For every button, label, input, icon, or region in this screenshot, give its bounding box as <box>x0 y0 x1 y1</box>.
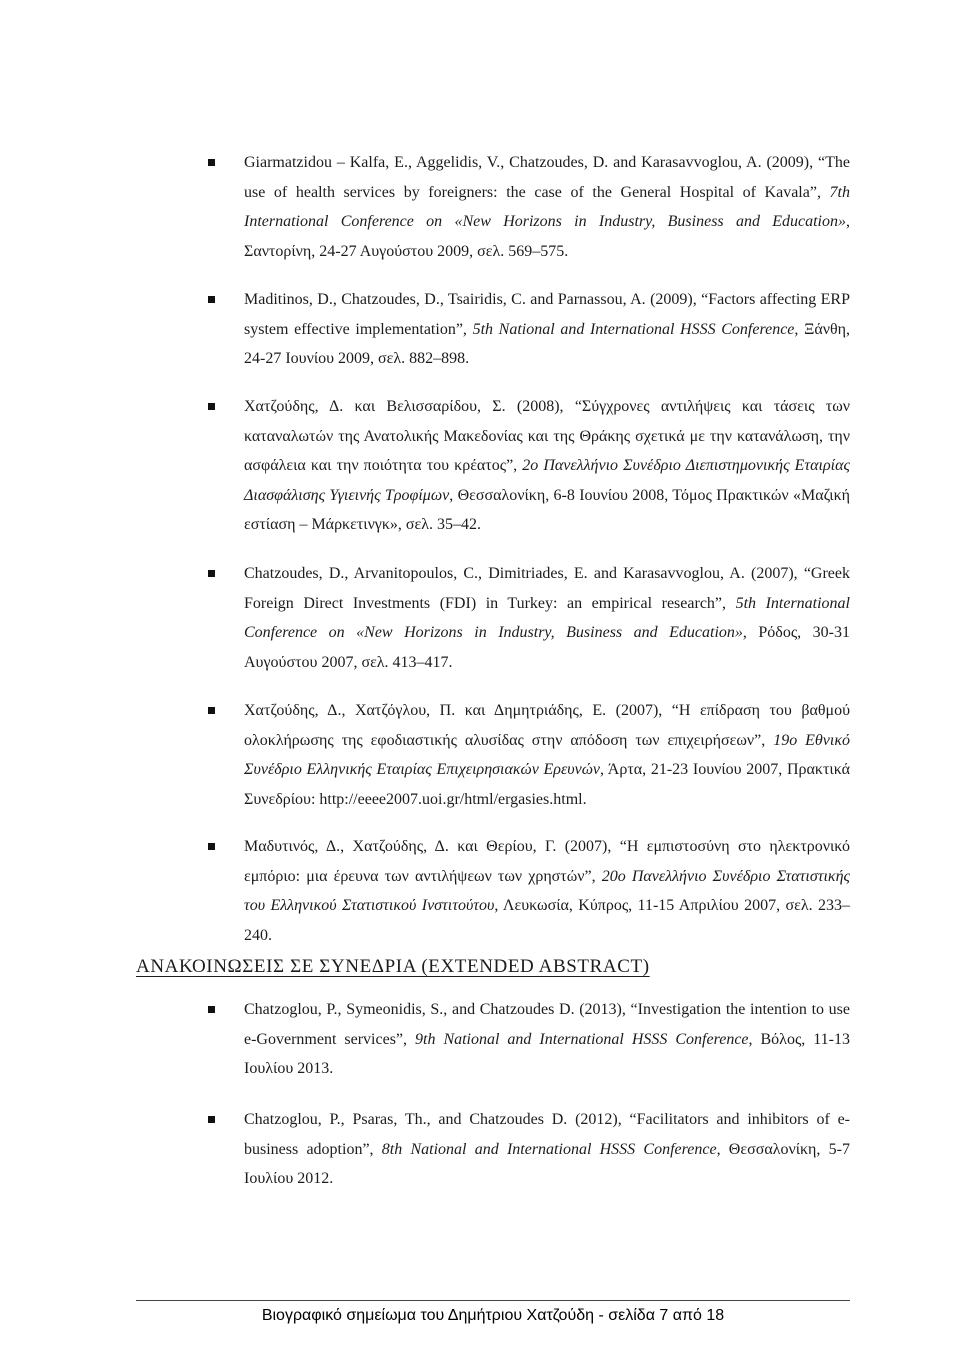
conference-name: 9th National and International HSSS Conference <box>415 1030 749 1048</box>
footer-divider <box>136 1300 850 1301</box>
reference-details: , Θεσσαλονίκη, 6-8 Ιουνίου 2008, Τόμος Πρακτικών «Μαζική εστίαση – Μάρκετινγκ», σελ. 35–42. <box>244 486 850 533</box>
conference-name: 8th National and International HSSS Conference <box>381 1140 717 1158</box>
reference-details: , Θεσσαλονίκη, 5-7 Ιουλίου 2012. <box>244 1140 850 1187</box>
bullet-icon <box>208 1006 215 1013</box>
conference-name: 7th International Conference on «New Horizons in Industry, Business and Education» <box>244 183 850 230</box>
bullet-icon <box>208 570 215 577</box>
bullet-icon <box>208 1116 215 1123</box>
reference-text: Chatzoudes, D., Arvanitopoulos, C., Dimitriades, E. and Karasavvoglou, A. (2007), “Greek Foreign Direct Investments (FDI) in Turkey: an empirical research”, <box>244 565 850 612</box>
conference-name: 19o Εθνικό Συνέδριο Ελληνικής Εταιρίας Επιχειρησιακών Ερευνών <box>244 731 851 778</box>
conference-name: 5th National and International HSSS Conference <box>472 320 795 338</box>
bullet-icon <box>208 296 215 303</box>
bullet-icon <box>208 403 215 410</box>
reference-text: Chatzoglou, P., Psaras, Th., and Chatzoudes D. (2012), “Facilitators and inhibitors of e-business adoption”, <box>244 1111 850 1158</box>
reference-item <box>244 1105 850 1194</box>
bullet-icon <box>208 707 215 714</box>
reference-item <box>244 995 850 1084</box>
reference-text: Chatzoglou, P., Symeonidis, S., and Chatzoudes D. (2013), “Investigation the intention to use e-Government services”, <box>244 1001 850 1048</box>
conference-name: 5th International Conference on «New Horizons in Industry, Business and Education» <box>244 594 851 641</box>
reference-item <box>244 832 850 950</box>
reference-text: Maditinos, D., Chatzoudes, D., Tsairidis, C. and Parnassou, A. (2009), “Factors affecting ERP system effective implementation”, <box>244 291 850 338</box>
reference-details: , Βόλος, 11-13 Ιουλίου 2013. <box>244 1030 850 1077</box>
reference-text: Μαδυτινός, Δ., Χατζούδης, Δ. και Θερίου, Γ. (2007), “Η εμπιστοσύνη στο ηλεκτρονικό εμπόριο: μια έρευνα των αντιλήψεων των χρηστών”, <box>244 838 850 885</box>
page-footer: Βιογραφικό σημείωμα του Δημήτριου Χατζούδη - σελίδα 7 από 18 <box>261 1307 725 1324</box>
reference-details: , Λευκωσία, Κύπρος, 11-15 Απριλίου 2007, σελ. 233–240. <box>244 897 851 944</box>
reference-text: Giarmatzidou – Kalfa, E., Aggelidis, V., Chatzoudes, D. and Karasavvoglou, A. (2009), “The use of health services by foreigners: the case of the General Hospital of Kavala”, <box>244 154 850 201</box>
reference-text: Χατζούδης, Δ., Χατζόγλου, Π. και Δημητριάδης, Ε. (2007), “Η επίδραση του βαθμού ολοκλήρωσης της εφοδιαστικής αλυσίδας στην απόδοση των επιχειρήσεων”, <box>244 702 850 749</box>
reference-item <box>244 392 850 540</box>
reference-item <box>244 285 850 374</box>
reference-details: , Σαντορίνη, 24-27 Αυγούστου 2009, σελ. 569–575. <box>244 213 850 260</box>
bullet-icon <box>208 843 215 850</box>
reference-details: , Ρόδος, 30-31 Αυγούστου 2007, σελ. 413–417. <box>244 624 850 671</box>
bullet-icon <box>208 159 215 166</box>
reference-item <box>244 696 850 814</box>
reference-text: Χατζούδης, Δ. και Βελισσαρίδου, Σ. (2008), “Σύγχρονες αντιλήψεις και τάσεις των καταναλωτών της Ανατολικής Μακεδονίας και της Θράκης σχετικά με την κατανάλωση, την ασφάλεια και την ποιότητα του κρέατος”, <box>244 398 850 474</box>
reference-item <box>244 559 850 677</box>
reference-details: , Άρτα, 21-23 Ιουνίου 2007, Πρακτικά Συνεδρίου: http://eeee2007.uoi.gr/html/ergasies.html. <box>244 761 850 808</box>
conference-name: 20o Πανελλήνιο Συνέδριο Στατιστικής του Ελληνικού Στατιστικού Ινστιτούτου <box>244 867 851 914</box>
section-heading: ΑΝΑΚΟΙΝΩΣΕΙΣ ΣΕ ΣΥΝΕΔΡΙΑ (EXTENDED ABSTRACT) <box>136 956 650 977</box>
reference-item <box>244 148 850 266</box>
reference-details: , Ξάνθη, 24-27 Ιουνίου 2009, σελ. 882–898. <box>244 320 851 367</box>
conference-name: 2o Πανελλήνιο Συνέδριο Διεπιστημονικής Εταιρίας Διασφάλισης Υγιεινής Τροφίμων <box>244 457 850 504</box>
